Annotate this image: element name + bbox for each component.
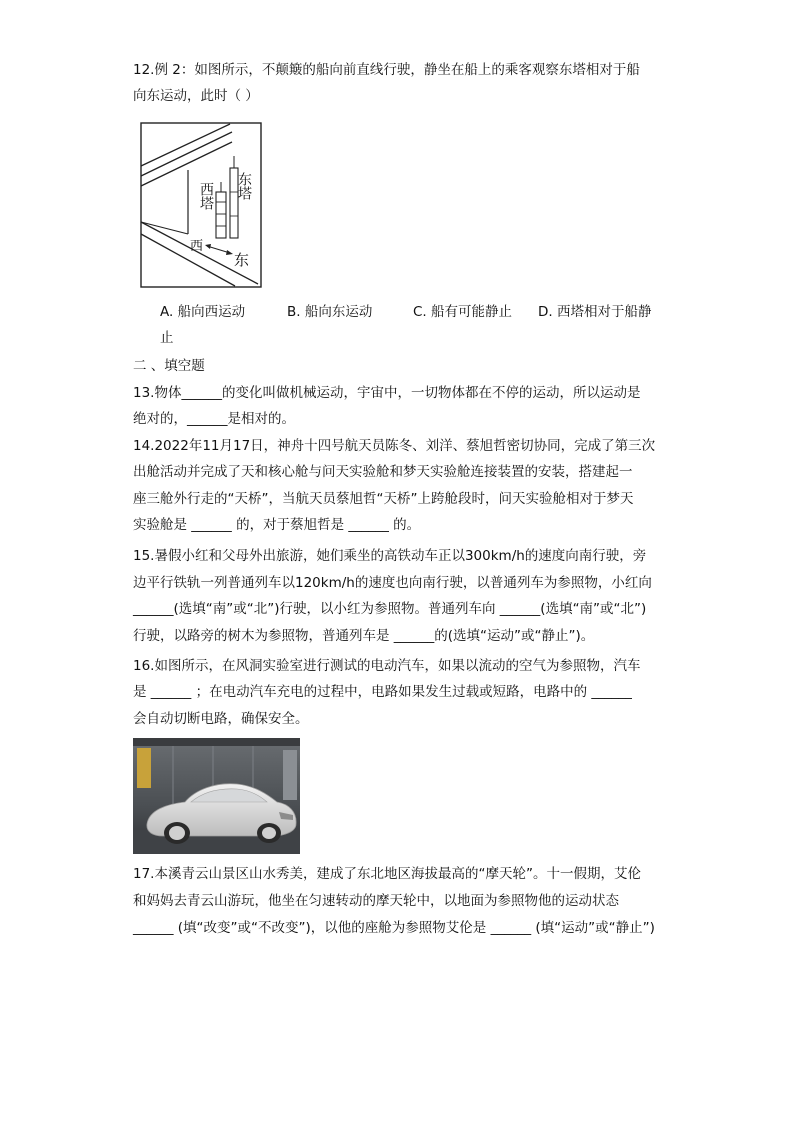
q12-tower-figure (140, 122, 262, 288)
q12-option-b: B. 船向东运动 (287, 304, 373, 320)
q14-line-1: 14.2022年11月17日，神舟十四号航天员陈冬、刘洋、蔡旭哲密切协同，完成了第三次 (133, 438, 656, 454)
east-direction-label: 东 (234, 251, 250, 269)
q12-line-2: 向东运动，此时（ ） (133, 88, 259, 104)
q12-line-1: 12.例 2：如图所示，不颠簸的船向前直线行驶，静坐在船上的乘客观察东塔相对于船 (133, 62, 640, 78)
q15-line-3: ______(选填“南”或“北”)行驶，以小红为参照物。普通列车向 ______(选填“南”或“北”) (133, 601, 647, 617)
west-direction-label: 西 (190, 239, 204, 254)
wind-tunnel-car-photo (133, 738, 300, 854)
q14-line-4: 实验舱是 ______ 的，对于蔡旭哲是 ______ 的。 (133, 517, 421, 533)
q16-line-2: 是 ______ ；在电动汽车充电的过程中，电路如果发生过载或短路，电路中的 ______ (133, 684, 632, 700)
q12-option-d-continued: 止 (160, 330, 174, 346)
q14-line-2: 出舱活动并完成了天和核心舱与问天实验舱和梦天实验舱连接装置的安装，搭建起一 (133, 464, 633, 480)
q16-line-1: 16.如图所示，在风洞实验室进行测试的电动汽车，如果以流动的空气为参照物，汽车 (133, 658, 641, 674)
q17-line-3: ______ (填“改变”或“不改变”)，以他的座舱为参照物艾伦是 ______ (填“运动”或“静止”) (133, 920, 655, 936)
east-tower-label: 东塔 (236, 172, 252, 200)
q17-line-1: 17.本溪青云山景区山水秀美，建成了东北地区海拔最高的“摩天轮”。十一假期，艾伦 (133, 866, 641, 882)
q13-line-2: 绝对的，______是相对的。 (133, 411, 295, 427)
section-title: 二 、填空题 (133, 358, 205, 374)
q12-option-c: C. 船有可能静止 (413, 304, 513, 320)
q16-line-3: 会自动切断电路，确保安全。 (133, 711, 309, 727)
west-tower-label: 西塔 (198, 182, 214, 210)
q15-line-4: 行驶，以路旁的树木为参照物，普通列车是 ______的(选填“运动”或“静止”)。 (133, 628, 595, 644)
q17-line-2: 和妈妈去青云山游玩，他坐在匀速转动的摩天轮中，以地面为参照物他的运动状态 (133, 893, 619, 909)
q13-line-1: 13.物体______的变化叫做机械运动，宇宙中，一切物体都在不停的运动，所以运动是 (133, 385, 641, 401)
q14-line-3: 座三舱外行走的“天桥”，当航天员蔡旭哲“天桥”上跨舱段时，问天实验舱相对于梦天 (133, 491, 634, 507)
q12-option-d: D. 西塔相对于船静 (538, 304, 652, 320)
q15-line-1: 15.暑假小红和父母外出旅游，她们乘坐的高铁动车正以300km/h的速度向南行驶，旁 (133, 548, 647, 564)
q12-option-a: A. 船向西运动 (160, 304, 246, 320)
q15-line-2: 边平行铁轨一列普通列车以120km/h的速度也向南行驶，以普通列车为参照物，小红向 (133, 575, 652, 591)
